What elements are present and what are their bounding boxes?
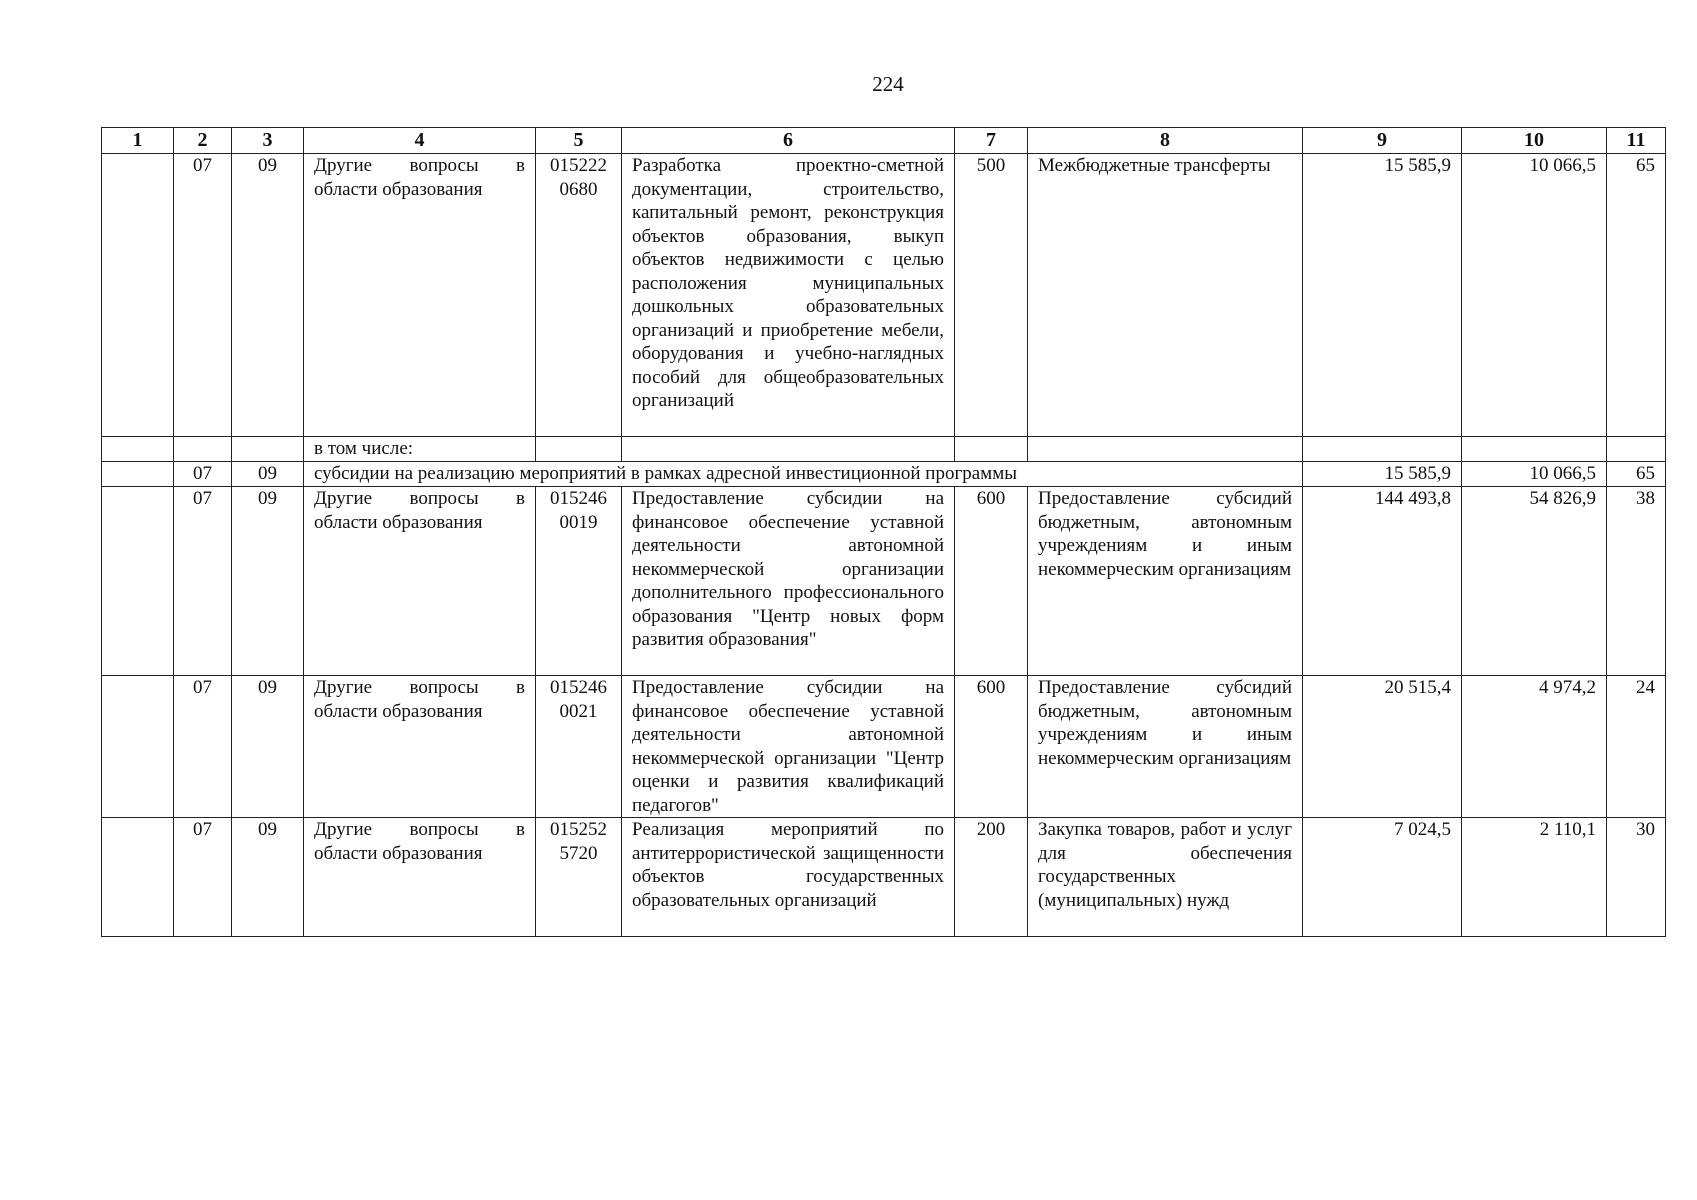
cell-percent: 30 — [1607, 818, 1666, 937]
cell-expense-code: 600 — [955, 487, 1028, 676]
cell-including-label: в том числе: — [304, 437, 536, 462]
cell-target-name: Предоставление субсидии на финансовое обеспечение уставной деятельности автономной некоммерческой организации "Центр оценки и развития квалификаций педагогов" — [622, 676, 955, 818]
cell-expense-name: Межбюджетные трансферты — [1028, 154, 1303, 437]
cell-expense-code: 600 — [955, 676, 1028, 818]
col-header-5: 5 — [536, 128, 622, 154]
cell-plan: 15 585,9 — [1303, 154, 1462, 437]
cell-expense-name: Предоставление субсидий бюджетным, автономным учреждениям и иным некоммерческим организациям — [1028, 487, 1303, 676]
cell-subsidy-description: субсидии на реализацию мероприятий в рамках адресной инвестиционной программы — [304, 462, 1303, 487]
col-header-4: 4 — [304, 128, 536, 154]
cell-actual: 10 066,5 — [1462, 154, 1607, 437]
col-header-11: 11 — [1607, 128, 1666, 154]
cell-col1 — [102, 487, 174, 676]
table-row — [102, 487, 1666, 676]
cell-target-code: 015246 0019 — [536, 487, 622, 676]
cell-actual: 2 110,1 — [1462, 818, 1607, 937]
cell-col1 — [102, 818, 174, 937]
cell-section: 07 — [174, 487, 232, 676]
cell-target-name: Разработка проектно-сметной документации, строительство, капитальный ремонт, реконструкция объектов образования, выкуп объектов недвижимости с целью расположения муниципальных дошкольных образовательных организаций и приобретение мебели, оборудования и учебно-наглядных пособий для общеобразовательных организаций — [622, 154, 955, 437]
cell-subsection: 09 — [232, 818, 304, 937]
cell-percent: 65 — [1607, 154, 1666, 437]
col-header-2: 2 — [174, 128, 232, 154]
cell-percent: 38 — [1607, 487, 1666, 676]
cell-col1 — [102, 676, 174, 818]
cell-section-name: Другие вопросы в области образования — [304, 676, 536, 818]
cell-expense-code: 200 — [955, 818, 1028, 937]
cell-subsection: 09 — [232, 487, 304, 676]
cell-target-name: Реализация мероприятий по антитеррористической защищенности объектов государственных образовательных организаций — [622, 818, 955, 937]
cell-expense-name: Предоставление субсидий бюджетным, автономным учреждениям и иным некоммерческим организациям — [1028, 676, 1303, 818]
header-row — [102, 128, 1666, 154]
cell-percent: 24 — [1607, 676, 1666, 818]
table-row — [102, 676, 1666, 818]
cell-plan: 144 493,8 — [1303, 487, 1462, 676]
cell-expense-name: Закупка товаров, работ и услуг для обеспечения государственных (муниципальных) нужд — [1028, 818, 1303, 937]
cell-actual: 4 974,2 — [1462, 676, 1607, 818]
table-row — [102, 818, 1666, 937]
col-header-9: 9 — [1303, 128, 1462, 154]
table-row — [102, 154, 1666, 437]
col-header-10: 10 — [1462, 128, 1607, 154]
col-header-7: 7 — [955, 128, 1028, 154]
col-header-8: 8 — [1028, 128, 1303, 154]
col-header-1: 1 — [102, 128, 174, 154]
cell-subsection: 09 — [232, 676, 304, 818]
cell-section: 07 — [174, 676, 232, 818]
cell-target-code: 015246 0021 — [536, 676, 622, 818]
cell-plan: 15 585,9 — [1303, 462, 1462, 487]
cell-section-name: Другие вопросы в области образования — [304, 487, 536, 676]
cell-section: 07 — [174, 462, 232, 487]
table-row — [102, 462, 1666, 487]
cell-plan: 20 515,4 — [1303, 676, 1462, 818]
cell-target-name: Предоставление субсидии на финансовое обеспечение уставной деятельности автономной некоммерческой организации дополнительного профессионального образования "Центр новых форм развития образования" — [622, 487, 955, 676]
cell-actual: 10 066,5 — [1462, 462, 1607, 487]
cell-subsection: 09 — [232, 154, 304, 437]
cell-actual: 54 826,9 — [1462, 487, 1607, 676]
cell-section-name: Другие вопросы в области образования — [304, 154, 536, 437]
cell-section-name: Другие вопросы в области образования — [304, 818, 536, 937]
budget-table — [101, 127, 1666, 937]
col-header-6: 6 — [622, 128, 955, 154]
cell-expense-code: 500 — [955, 154, 1028, 437]
page-number: 224 — [872, 72, 904, 96]
cell-col1 — [102, 154, 174, 437]
cell-target-code: 015252 5720 — [536, 818, 622, 937]
cell-subsection: 09 — [232, 462, 304, 487]
cell-plan: 7 024,5 — [1303, 818, 1462, 937]
col-header-3: 3 — [232, 128, 304, 154]
table-row — [102, 437, 1666, 462]
cell-section: 07 — [174, 154, 232, 437]
cell-percent: 65 — [1607, 462, 1666, 487]
cell-section: 07 — [174, 818, 232, 937]
cell-target-code: 015222 0680 — [536, 154, 622, 437]
